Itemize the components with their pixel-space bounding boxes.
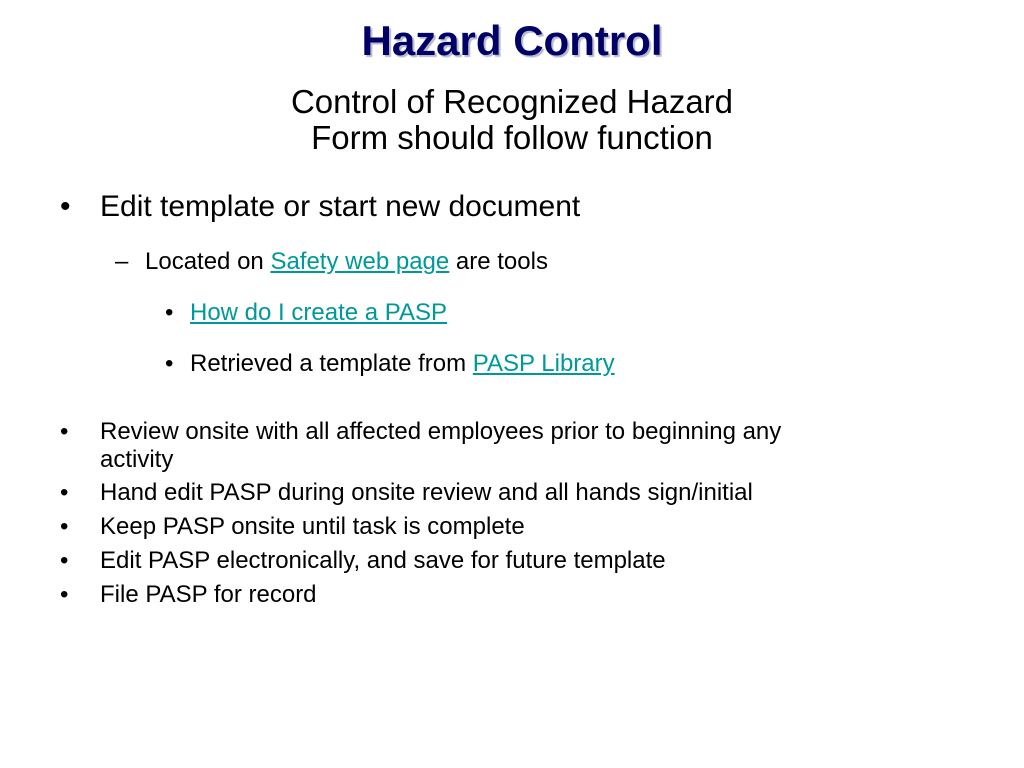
bullet-marker: • bbox=[60, 479, 69, 506]
bullet-marker: • bbox=[60, 513, 69, 540]
sub-sub-bullet-how-to bbox=[165, 299, 448, 327]
bullet-hand-edit bbox=[60, 479, 753, 507]
bullet-marker: • bbox=[60, 190, 71, 223]
bullet-text-line-1: Review onsite with all affected employees prior to beginning any bbox=[100, 418, 782, 445]
subtitle-line-1: Control of Recognized Hazard bbox=[290, 83, 734, 120]
bullet-text: Hand edit PASP during onsite review and all hands sign/initial bbox=[100, 479, 753, 506]
bullet-marker: • bbox=[60, 581, 69, 608]
slide-subtitle bbox=[0, 84, 1024, 156]
sub-bullet-prefix: Located on bbox=[145, 248, 271, 275]
bullet-text: Edit template or start new document bbox=[100, 190, 581, 223]
safety-web-page-link[interactable]: Safety web page bbox=[270, 248, 450, 275]
sub-sub-bullet-retrieved bbox=[165, 350, 615, 378]
bullet-text: Edit PASP electronically, and save for future template bbox=[100, 547, 666, 574]
bullet-edit-template bbox=[60, 190, 581, 224]
retrieved-prefix: Retrieved a template from bbox=[190, 350, 473, 377]
sub-bullet-suffix: are tools bbox=[449, 248, 548, 275]
bullet-marker: • bbox=[165, 350, 174, 377]
dash-marker: – bbox=[115, 248, 129, 275]
bullet-marker: • bbox=[60, 418, 69, 445]
bullet-text: File PASP for record bbox=[100, 581, 317, 608]
bullet-marker: • bbox=[165, 299, 174, 326]
slide-title: Hazard Control bbox=[361, 17, 663, 64]
bullet-text-line-2: activity bbox=[100, 446, 174, 473]
how-do-i-create-pasp-link[interactable]: How do I create a PASP bbox=[190, 299, 448, 326]
sub-bullet-located-on bbox=[115, 248, 548, 276]
bullet-keep-onsite bbox=[60, 513, 525, 541]
bullet-edit-electronically bbox=[60, 547, 666, 575]
subtitle-line-2: Form should follow function bbox=[311, 119, 713, 156]
bullet-marker: • bbox=[60, 547, 69, 574]
bullet-file-record bbox=[60, 581, 317, 609]
bullet-review-onsite bbox=[60, 418, 782, 474]
bullet-text: Keep PASP onsite until task is complete bbox=[100, 513, 525, 540]
pasp-library-link[interactable]: PASP Library bbox=[472, 350, 615, 377]
